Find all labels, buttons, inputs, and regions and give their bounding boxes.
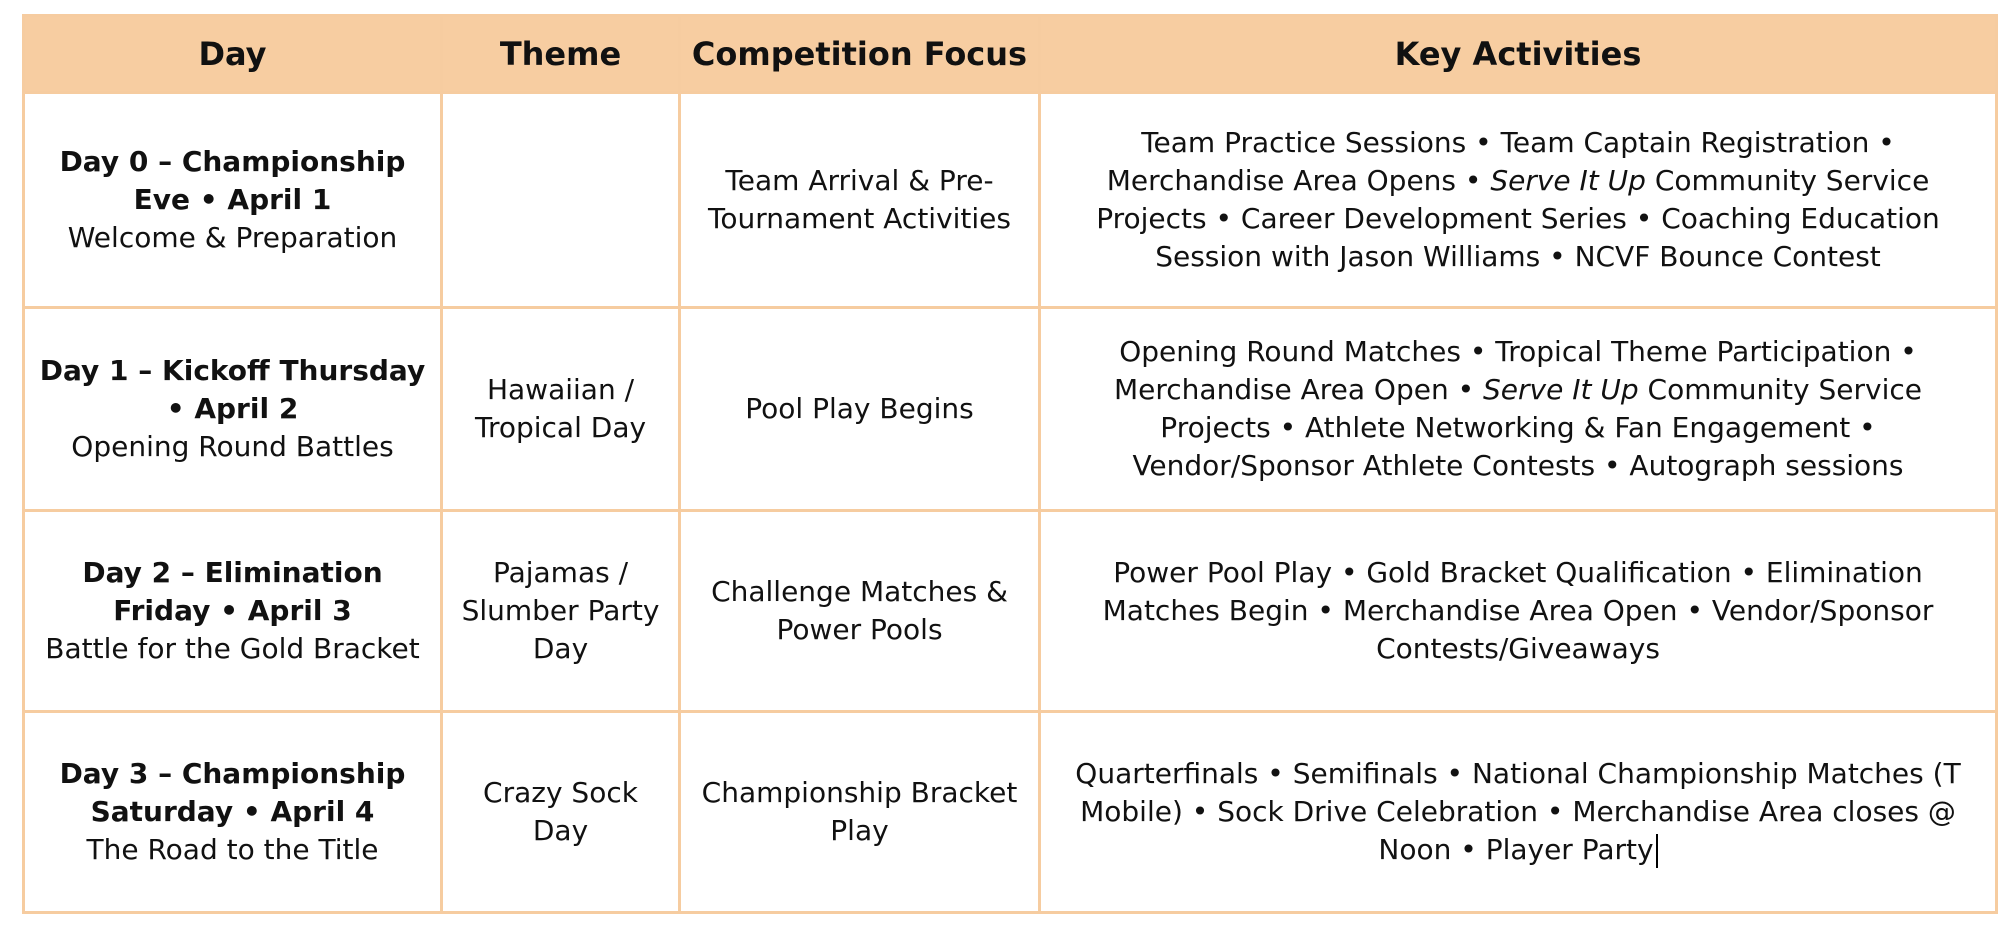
day-subtitle: The Road to the Title [86,833,379,866]
table-row [24,93,1997,308]
day-subtitle: Welcome & Preparation [67,221,398,255]
day-title: Day 1 – Kickoff Thursday • April 2 [39,354,426,426]
header-row [24,16,1997,93]
text-cursor [1656,834,1658,868]
activities-italic: Serve It Up [1490,164,1646,198]
theme-cell: Hawaiian / Tropical Day [442,308,680,511]
header-theme: Theme [442,16,680,93]
focus-cell: Pool Play Begins [680,308,1040,511]
activities-italic: Serve It Up [1483,373,1639,407]
table-row [24,511,1997,712]
theme-cell: Pajamas / Slumber Party Day [442,511,680,712]
activities-cell [1040,511,1997,712]
activities-text: Power Pool Play • Gold Bracket Qualification • Elimination Matches Begin • Merchandise Area Open • Vendor/Sponsor Contests/Giveaways [1102,556,1934,666]
theme-cell: Crazy Sock Day [442,712,680,913]
day-title: Day 0 – Championship Eve • April 1 [59,145,406,217]
day-cell [24,511,442,712]
header-key-activities: Key Activities [1040,16,1997,93]
activities-cell [1040,93,1997,308]
focus-cell: Championship Bracket Play [680,712,1040,913]
header-day: Day [24,16,442,93]
schedule-table [22,14,1998,914]
day-cell [24,308,442,511]
activities-cell [1040,308,1997,511]
focus-cell: Challenge Matches & Power Pools [680,511,1040,712]
activities-text: Team Practice Sessions • Team Captain Registration • Merchandise Area Opens • [1106,126,1895,198]
day-title: Day 3 – Championship Saturday • April 4 [59,757,406,828]
focus-cell: Team Arrival & Pre-Tournament Activities [680,93,1040,308]
day-cell [24,93,442,308]
day-title: Day 2 – Elimination Friday • April 3 [82,556,383,628]
activities-cell[interactable] [1040,712,1997,913]
day-cell [24,712,442,913]
activities-text: Opening Round Matches • Tropical Theme Participation • Merchandise Area Open • [1114,335,1917,407]
activities-text-after: Community Service Projects • Athlete Networking & Fan Engagement • Vendor/Sponsor Athlete Contests • Autograph sessions [1132,373,1922,483]
day-subtitle: Opening Round Battles [71,430,394,464]
header-competition-focus: Competition Focus [680,16,1040,93]
day-subtitle: Battle for the Gold Bracket [45,632,420,666]
theme-cell [442,93,680,308]
activities-text-after: Community Service Projects • Career Development Series • Coaching Education Session with Jason Williams • NCVF Bounce Contest [1096,164,1940,274]
activities-text[interactable]: Quarterfinals • Semifinals • National Championship Matches (T Mobile) • Sock Drive Celebration • Merchandise Area closes @ Noon • Player Party [1075,757,1961,866]
table-row [24,712,1997,913]
table-row [24,308,1997,511]
